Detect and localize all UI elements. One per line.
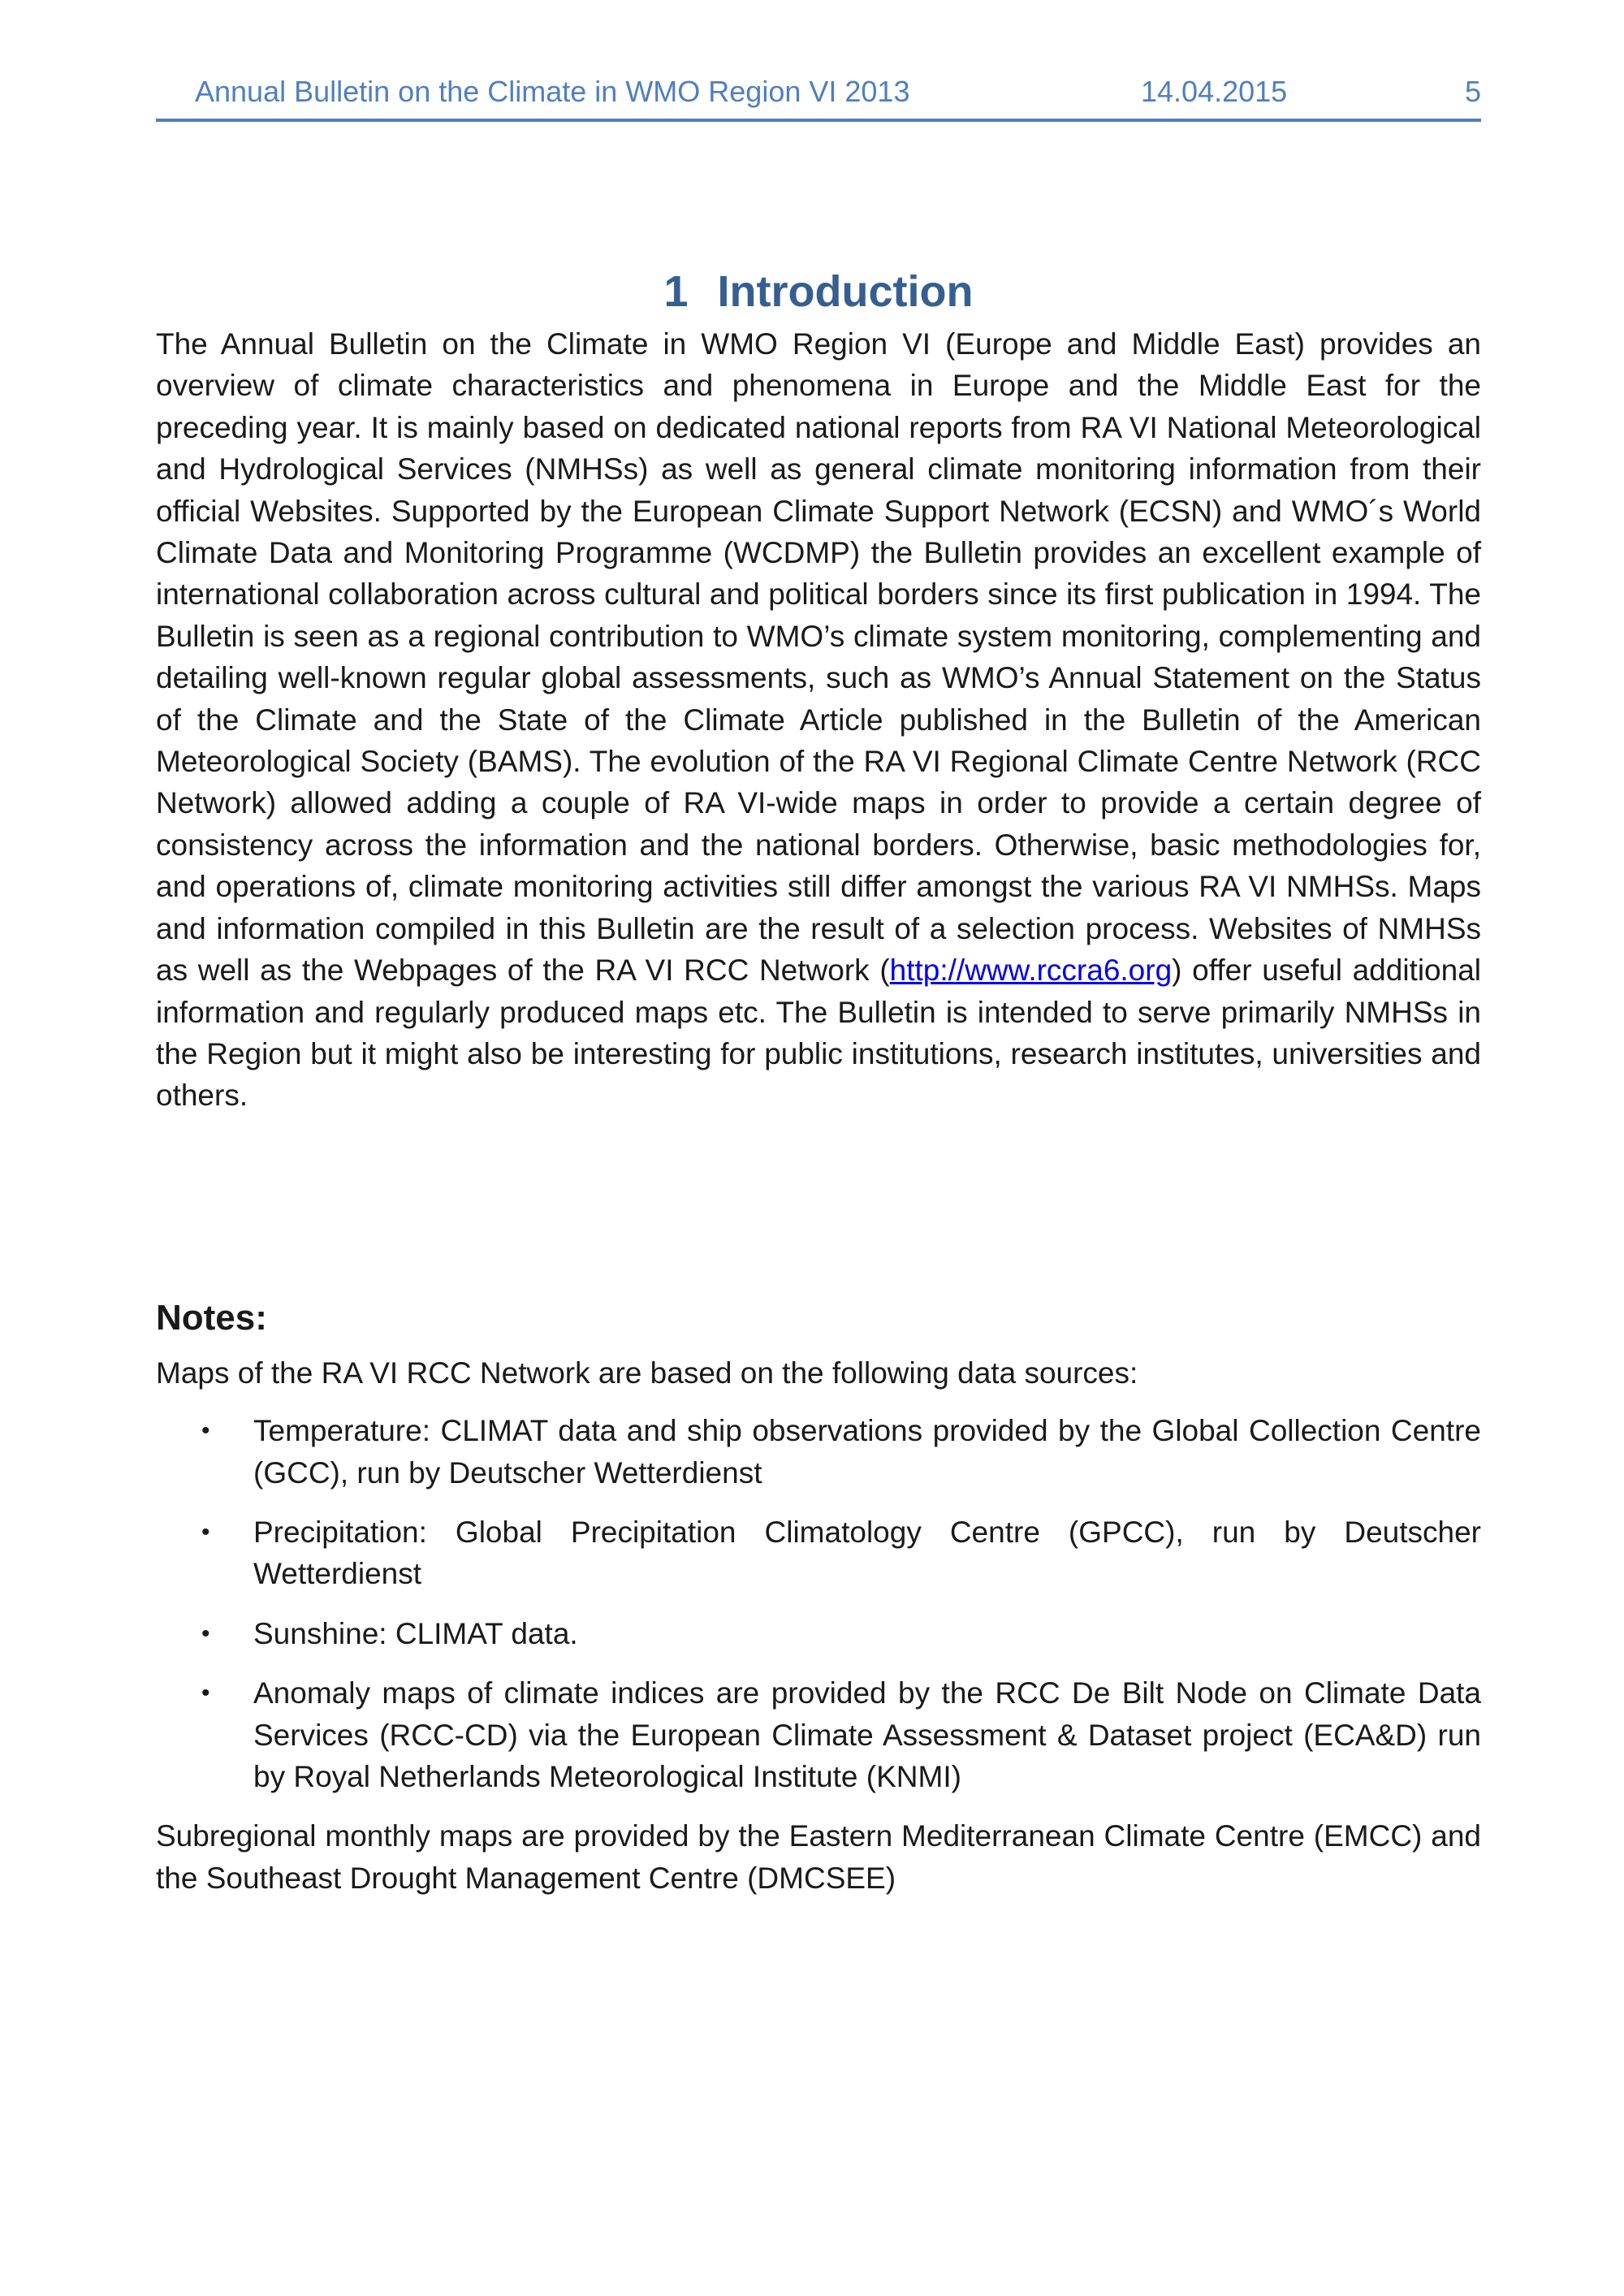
header-title: Annual Bulletin on the Climate in WMO Region VI 2013	[195, 75, 910, 108]
data-sources-list	[156, 1410, 1481, 1797]
list-item	[156, 1410, 1481, 1494]
list-item-text: Precipitation: Global Precipitation Climatology Centre (GPCC), run by Deutscher Wetterdienst	[253, 1515, 1481, 1591]
list-item	[156, 1613, 1481, 1654]
running-header	[156, 75, 1481, 114]
header-page-number: 5	[1464, 75, 1481, 108]
list-item	[156, 1672, 1481, 1797]
list-item-text: Sunshine: CLIMAT data.	[253, 1616, 578, 1650]
list-item	[156, 1511, 1481, 1595]
bullet-icon: •	[201, 1619, 210, 1647]
rccra6-link[interactable]: http://www.rccra6.org	[889, 953, 1173, 988]
section-title: Introduction	[717, 267, 974, 317]
header-divider	[156, 119, 1481, 122]
list-item-text: Temperature: CLIMAT data and ship observations provided by the Global Collection Centre (GCC), run by Deutscher Wetterdienst	[253, 1414, 1481, 1490]
body-content	[156, 323, 1481, 1899]
closing-paragraph: Subregional monthly maps are provided by the Eastern Mediterranean Climate Centre (EMCC) and the Southeast Drought Management Centre (DMCSEE)	[156, 1819, 1481, 1895]
bullet-icon: •	[201, 1680, 210, 1707]
notes-heading: Notes:	[156, 1297, 267, 1338]
section-heading	[156, 266, 1481, 317]
notes-intro: Maps of the RA VI RCC Network are based on the following data sources:	[156, 1356, 1138, 1390]
section-number: 1	[663, 267, 689, 317]
bullet-icon: •	[201, 1417, 210, 1445]
intro-paragraph	[156, 323, 1481, 1117]
intro-text-after-link: ) offer useful additional information and regularly produced maps etc. The Bulletin is intended to serve primarily NMHSs in the Region but it might also be interesting for public institutions, research institutes, universities and others.	[156, 953, 1481, 1113]
header-date: 14.04.2015	[1141, 75, 1288, 108]
list-item-text: Anomaly maps of climate indices are provided by the RCC De Bilt Node on Climate Data Services (RCC-CD) via the European Climate Assessment & Dataset project (ECA&D) run by Royal Netherlands Meteorological Institute (KNMI)	[253, 1676, 1481, 1793]
intro-text-before-link: The Annual Bulletin on the Climate in WMO Region VI (Europe and Middle East) provides an overview of climate characteristics and phenomena in Europe and the Middle East for the preceding year. It is mainly based on dedicated national reports from RA VI National Meteorological and Hydrological Services (NMHSs) as well as general climate monitoring information from their official Websites. Supported by the European Climate Support Network (ECSN) and WMO´s World Climate Data and Monitoring Programme (WCDMP) the Bulletin provides an excellent example of international collaboration across cultural and political borders since its first publication in 1994. The Bulletin is seen as a regional contribution to WMO’s climate system monitoring, complementing and detailing well-known regular global assessments, such as WMO’s Annual Statement on the Status of the Climate and the State of the Climate Article published in the Bulletin of the American Meteorological Society (BAMS). The evolution of the RA VI Regional Climate Centre Network (RCC Network) allowed adding a couple of RA VI-wide maps in order to provide a certain degree of consistency across the information and the national borders. Otherwise, basic methodologies for, and operations of, climate monitoring activities still differ amongst the various RA VI NMHSs. Maps and information compiled in this Bulletin are the result of a selection process. Websites of NMHSs as well as the Webpages of the RA VI RCC Network (	[156, 327, 1481, 988]
bullet-icon: •	[201, 1518, 210, 1546]
